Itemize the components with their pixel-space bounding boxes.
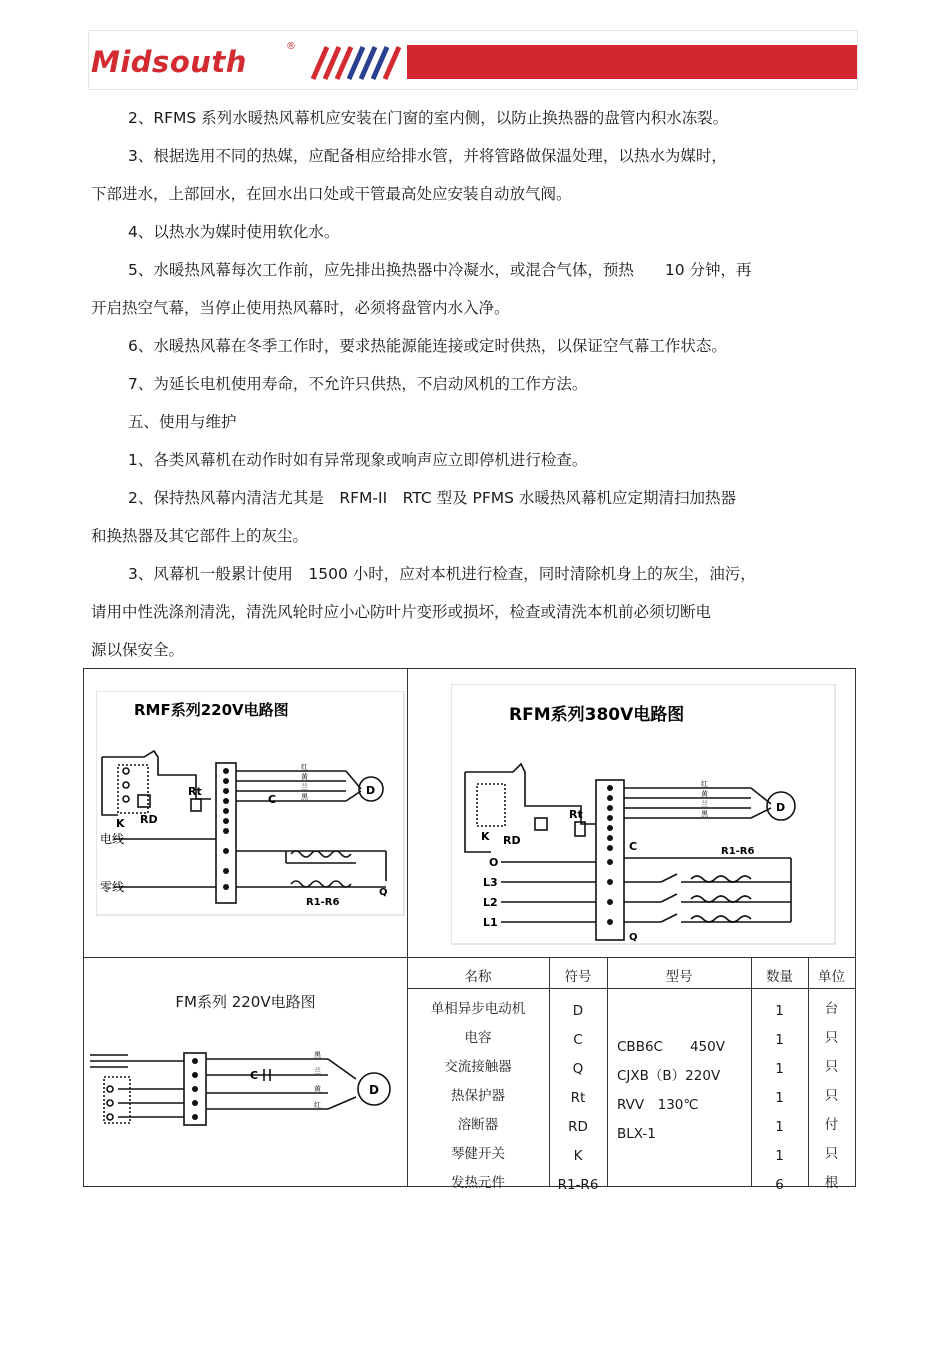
fm-label-c: C	[250, 1069, 259, 1082]
part-unit: 根	[824, 1175, 839, 1191]
part-name: 单相异步电动机	[430, 1001, 526, 1017]
rfm-label-c: C	[629, 840, 638, 853]
rmf-wire-3: 兰	[301, 783, 308, 791]
part-name: 琴健开关	[451, 1146, 505, 1162]
paragraph: 3、根据选用不同的热媒，应配备相应给排水管，并将管路做保温处理，以热水为媒时，	[128, 147, 727, 165]
rmf-label-d: D	[366, 784, 376, 797]
logo-stripes-icon	[301, 43, 411, 83]
registered-mark: ®	[286, 41, 296, 52]
part-unit: 台	[824, 1001, 839, 1017]
paragraph: 6、水暖热风幕在冬季工作时，要求热能源能连接或定时供热，以保证空气幕工作状态。	[128, 337, 727, 355]
paragraph: 源以保安全。	[91, 641, 185, 659]
fm-wire-2: 兰	[314, 1067, 321, 1075]
rmf-label-rd: RD	[140, 813, 158, 826]
part-symbol: D	[572, 1003, 584, 1019]
part-unit: 只	[824, 1030, 839, 1046]
rmf-label-k: K	[116, 817, 125, 830]
rmf-label-live: 电线	[100, 832, 125, 846]
part-quantity: 1	[775, 1032, 784, 1048]
symbols-column	[549, 997, 607, 1200]
page-header	[88, 30, 858, 90]
part-symbol: K	[573, 1148, 583, 1164]
paragraph: 3、风幕机一般累计使用 1500 小时，应对本机进行检查，同时清除机身上的灰尘，油污，	[128, 565, 756, 583]
rfm-label-l1: L1	[483, 916, 498, 929]
rfm-label-l3: L3	[483, 876, 498, 889]
paragraph: 2、保持热风幕内清洁尤其是 RFM-II RTC 型及 PFMS 水暖热风幕机应定期清扫加热器	[128, 489, 736, 507]
fm-wire-4: 红	[314, 1101, 321, 1109]
part-symbol: C	[573, 1032, 583, 1048]
fm-diagram-title: FM系列 220V电路图	[175, 993, 316, 1011]
part-quantity: 1	[775, 1061, 784, 1077]
part-name: 电容	[464, 1030, 492, 1046]
part-quantity: 1	[775, 1090, 784, 1106]
paragraph: 5、水暖热风幕每次工作前，应先排出换热器中冷凝水，或混合气体，预热 10 分钟，再	[128, 261, 752, 279]
rmf-label-q: Q	[379, 887, 388, 898]
part-symbol: RD	[568, 1119, 588, 1135]
rfm-wire-2: 黄	[701, 790, 708, 798]
header-quantity: 数量	[766, 969, 793, 985]
circuit-table	[83, 668, 856, 1193]
section-heading: 五、使用与维护	[128, 413, 237, 431]
part-model: CBB6C 450V	[617, 1039, 725, 1055]
paragraph: 7、为延长电机使用寿命，不允许只供热，不启动风机的工作方法。	[128, 375, 588, 393]
part-name: 发热元件	[451, 1175, 505, 1191]
rmf-circuit-diagram	[96, 691, 406, 917]
header-unit: 单位	[818, 969, 845, 985]
quantities-column	[751, 997, 808, 1200]
rfm-diagram-title: RFM系列380V电路图	[509, 705, 685, 725]
part-name: 溶断器	[457, 1117, 499, 1133]
fm-wire-3: 黄	[314, 1085, 321, 1093]
rmf-label-neutral: 零线	[100, 880, 125, 894]
fm-wire-1: 黑	[314, 1051, 321, 1059]
paragraph: 开启热空气幕，当停止使用热风幕时，必须将盘管内水入净。	[91, 299, 510, 317]
paragraph: 1、各类风幕机在动作时如有异常现象或响声应立即停机进行检查。	[128, 451, 588, 469]
rfm-wire-3: 兰	[701, 800, 708, 808]
paragraph: 2、RFMS 系列水暖热风幕机应安装在门窗的室内侧，以防止换热器的盘管内积水冻裂。	[128, 109, 729, 127]
rmf-wire-4: 黑	[301, 793, 308, 801]
part-symbol: R1-R6	[557, 1177, 599, 1193]
paragraph: 4、以热水为媒时使用软化水。	[128, 223, 340, 241]
header-model: 型号	[665, 969, 693, 985]
rmf-label-c: C	[268, 793, 277, 806]
rfm-label-q: Q	[629, 932, 638, 943]
part-quantity: 1	[775, 1119, 784, 1135]
header-red-bar	[407, 45, 857, 79]
part-symbol: Rt	[570, 1090, 586, 1106]
part-name: 交流接触器	[444, 1059, 512, 1075]
part-name: 热保护器	[451, 1088, 505, 1104]
body-text	[91, 99, 863, 669]
rmf-label-rt: Rt	[188, 785, 202, 798]
header-name: 名称	[464, 969, 492, 985]
paragraph: 和换热器及其它部件上的灰尘。	[91, 527, 309, 545]
models-column	[617, 1033, 751, 1149]
part-unit: 只	[824, 1088, 839, 1104]
rfm-circuit-diagram	[451, 684, 837, 946]
part-quantity: 6	[775, 1177, 784, 1193]
rfm-label-rd: RD	[503, 834, 521, 847]
part-model: CJXB（B）220V	[617, 1068, 721, 1084]
units-column	[808, 995, 855, 1198]
rmf-diagram-title: RMF系列220V电路图	[134, 701, 289, 719]
rfm-label-r: R1-R6	[721, 846, 755, 857]
rfm-label-d: D	[776, 801, 786, 814]
rmf-label-r: R1-R6	[306, 897, 340, 908]
part-unit: 付	[824, 1117, 839, 1133]
part-model: BLX-1	[617, 1126, 656, 1142]
rfm-label-l2: L2	[483, 896, 498, 909]
rfm-wire-1: 红	[701, 780, 708, 788]
part-unit: 只	[824, 1146, 839, 1162]
brand-logo: Midsouth	[91, 45, 247, 79]
part-model: RVV 130℃	[617, 1097, 699, 1113]
rmf-wire-1: 红	[301, 763, 308, 771]
paragraph: 下部进水，上部回水，在回水出口处或干管最高处应安装自动放气阀。	[91, 185, 572, 203]
fm-circuit-diagram	[88, 1047, 398, 1131]
rfm-label-o: O	[489, 856, 499, 869]
rfm-label-k: K	[481, 830, 490, 843]
names-column	[407, 995, 549, 1198]
part-quantity: 1	[775, 1148, 784, 1164]
header-symbol: 符号	[564, 969, 592, 985]
fm-label-d: D	[369, 1083, 379, 1097]
rfm-wire-4: 黑	[701, 810, 708, 818]
part-symbol: Q	[572, 1061, 584, 1077]
part-unit: 只	[824, 1059, 839, 1075]
rmf-wire-2: 黄	[301, 773, 308, 781]
part-quantity: 1	[775, 1003, 784, 1019]
paragraph: 请用中性洗涤剂清洗，清洗风轮时应小心防叶片变形或损坏，检查或清洗本机前必须切断电	[91, 603, 712, 621]
rfm-label-rt: Rt	[569, 808, 583, 821]
